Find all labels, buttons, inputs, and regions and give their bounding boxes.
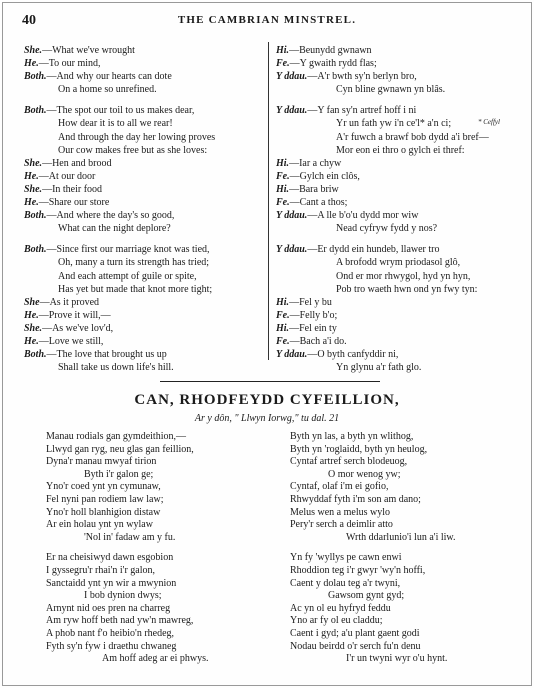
speaker-label: He. bbox=[24, 58, 39, 70]
speaker-label: Hi. bbox=[276, 157, 290, 169]
speaker-label: She. bbox=[24, 183, 43, 195]
english-duet-column bbox=[24, 44, 215, 374]
song-line: Cyntaf, olaf i'm ei gofio, bbox=[290, 481, 389, 493]
song-line: Pery'r serch a deimlir atto bbox=[290, 519, 393, 531]
verse-line bbox=[276, 270, 489, 283]
song-line: Ar ein holau ynt yn wylaw bbox=[46, 519, 153, 531]
verse-text: Oh, many a turn its strength has tried; bbox=[58, 257, 210, 269]
verse-line bbox=[276, 348, 489, 361]
verse-text: A'r fuwch a brawf bob dydd a'i bref— bbox=[336, 131, 489, 143]
speaker-label: He. bbox=[24, 170, 39, 182]
verse-text: —Felly b'o; bbox=[289, 309, 338, 321]
verse-text: —And why our hearts can dote bbox=[46, 71, 172, 83]
speaker-label: Y ddau. bbox=[276, 210, 308, 222]
verse-line bbox=[276, 361, 489, 374]
verse-text: —The love that brought us up bbox=[46, 349, 167, 361]
column-divider bbox=[268, 42, 269, 360]
song-line: I bob dynion dwys; bbox=[84, 590, 162, 602]
song-subtitle: Ar y dôn, " Llwyn Iorwg," tu dal. 21 bbox=[194, 413, 340, 424]
verse-line bbox=[276, 117, 489, 130]
verse-line bbox=[276, 256, 489, 269]
speaker-label: Hi. bbox=[276, 296, 290, 308]
song-line: 'Nol in' fadaw am y fu. bbox=[84, 531, 176, 543]
verse-text: Shall take us down life's hill. bbox=[58, 362, 174, 374]
song-line: Yno'r coed ynt yn cymunaw, bbox=[46, 481, 161, 493]
song-line: Caent i gyd; a'u plant gaent godi bbox=[290, 627, 420, 639]
verse-line bbox=[24, 335, 215, 348]
footnote-marker: * Ceffyl bbox=[478, 118, 500, 126]
running-header: THE CAMBRIAN MINSTREL. bbox=[177, 14, 357, 26]
verse-text: —To our mind, bbox=[38, 58, 101, 70]
stanza-gap bbox=[276, 235, 489, 243]
speaker-label: He. bbox=[24, 335, 39, 347]
verse-line bbox=[24, 183, 215, 196]
song-line: Yn fy 'wyllys pe cawn enwi bbox=[290, 552, 402, 564]
song-line: Arnynt nid oes pren na charreg bbox=[46, 602, 171, 614]
verse-line bbox=[24, 83, 215, 96]
speaker-label: She. bbox=[24, 45, 43, 56]
speaker-label: Both. bbox=[24, 349, 47, 361]
verse-line bbox=[24, 348, 215, 361]
verse-text: —Share our store bbox=[38, 197, 110, 209]
verse-text: —Since first our marriage knot was tied, bbox=[46, 244, 210, 256]
section-divider bbox=[160, 381, 380, 382]
verse-text: Mor eon ei thro o gylch ei thref: bbox=[336, 144, 465, 156]
speaker-label: She. bbox=[24, 157, 43, 169]
song-line: Am ryw hoff beth nad yw'n mawreg, bbox=[46, 615, 194, 627]
song-line: Llwyd gan ryg, neu glas gan feillion, bbox=[46, 443, 194, 455]
song-line: A phob nant f'o heibio'n rhedeg, bbox=[46, 627, 175, 639]
song-line: Wrth ddarlunio'i lun a'i liw. bbox=[346, 531, 456, 543]
verse-line bbox=[276, 296, 489, 309]
verse-line bbox=[24, 70, 215, 83]
song-line: Nodau beirdd o'r serch fu'n denu bbox=[290, 640, 421, 652]
speaker-label: Both. bbox=[24, 105, 47, 117]
verse-text: A brofodd wrym priodasol glô, bbox=[336, 257, 461, 269]
verse-line bbox=[24, 117, 215, 130]
verse-line bbox=[24, 44, 215, 57]
verse-text: —A'r bwth sy'n berlyn bro, bbox=[307, 71, 417, 83]
verse-line bbox=[276, 322, 489, 335]
song-line: Ac yn ol eu hyfryd feddu bbox=[290, 602, 391, 614]
verse-line bbox=[24, 196, 215, 209]
speaker-label: Both. bbox=[24, 71, 47, 83]
verse-text: —Er dydd ein hundeb, llawer tro bbox=[307, 244, 440, 256]
speaker-label: Fe. bbox=[276, 197, 290, 209]
speaker-label: Y ddau. bbox=[276, 349, 308, 361]
verse-line bbox=[24, 309, 215, 322]
verse-line bbox=[24, 157, 215, 170]
verse-line bbox=[276, 104, 489, 117]
speaker-label: Hi. bbox=[276, 322, 290, 334]
verse-text: —As we've lov'd, bbox=[42, 322, 114, 334]
song-line: Er na cheisiwyd dawn esgobion bbox=[46, 552, 174, 564]
verse-text: On a home so unrefined. bbox=[58, 84, 157, 96]
verse-text: —The spot our toil to us makes dear, bbox=[46, 105, 195, 117]
verse-text: —Prove it will,— bbox=[38, 309, 111, 321]
verse-line bbox=[276, 196, 489, 209]
song-line: Caent y dolau teg a'r twyni, bbox=[290, 577, 401, 589]
verse-line bbox=[276, 157, 489, 170]
song-line: Am hoff adeg ar ei phwys. bbox=[102, 653, 209, 665]
verse-text: —What we've wrought bbox=[42, 45, 135, 56]
verse-text: How dear it is to all we rear! bbox=[58, 118, 173, 130]
song-line: Yno'r holl blanhigion distaw bbox=[46, 506, 161, 518]
speaker-label: Y ddau. bbox=[276, 71, 308, 83]
speaker-label: Fe. bbox=[276, 335, 290, 347]
verse-text: Pob tro waeth hwn ond yn fwy tyn: bbox=[336, 283, 478, 295]
verse-line bbox=[276, 183, 489, 196]
song-right-column bbox=[290, 431, 455, 666]
song-line: Melus wen a melus wylo bbox=[290, 506, 390, 518]
song-line: Fel nyni pan rodiem law law; bbox=[46, 493, 164, 505]
song-line: I'r un twyni wyr o'u hynt. bbox=[346, 653, 448, 665]
song-line: Sanctaidd ynt yn wir a mwynion bbox=[46, 577, 177, 589]
verse-line bbox=[276, 309, 489, 322]
speaker-label: He. bbox=[24, 197, 39, 209]
song-line: Cyntaf artref serch blodeuog, bbox=[290, 456, 408, 468]
song-line: Manau rodials gan gymdeithion,— bbox=[46, 431, 186, 442]
song-line: Gawsom gynt gyd; bbox=[328, 590, 405, 602]
verse-text: —Love we still, bbox=[38, 335, 104, 347]
verse-text: And through the day her lowing proves bbox=[58, 131, 216, 143]
verse-line bbox=[276, 222, 489, 235]
verse-text: —Bach a'i do. bbox=[289, 335, 347, 347]
speaker-label: Y ddau. bbox=[276, 244, 308, 256]
verse-text: —In their food bbox=[42, 183, 103, 195]
speaker-label: She bbox=[24, 296, 40, 308]
welsh-duet-column bbox=[276, 44, 489, 374]
song-line: Rhwyddaf fyth i'm son am dano; bbox=[290, 493, 421, 505]
verse-line bbox=[276, 83, 489, 96]
verse-text: —Fel ein ty bbox=[289, 322, 337, 334]
song-line: Byth i'r galon ge; bbox=[84, 468, 154, 480]
speaker-label: Hi. bbox=[276, 45, 290, 56]
stanza-gap bbox=[290, 544, 455, 552]
verse-line bbox=[24, 144, 215, 157]
song-line: O mor wenog yw; bbox=[328, 468, 401, 480]
song-title: CAN, RHODFEYDD CYFEILLION, bbox=[134, 392, 400, 408]
verse-text: —And where the day's so good, bbox=[46, 210, 175, 222]
stanza-gap bbox=[24, 235, 215, 243]
verse-line bbox=[24, 243, 215, 256]
verse-line bbox=[276, 144, 489, 157]
verse-text: —Bara briw bbox=[289, 183, 339, 195]
speaker-label: Y ddau. bbox=[276, 105, 308, 117]
verse-text: —Cant a thos; bbox=[289, 197, 348, 209]
song-line: Yno ar fy ol eu claddu; bbox=[290, 615, 383, 627]
verse-line bbox=[24, 270, 215, 283]
speaker-label: Both. bbox=[24, 210, 47, 222]
song-line: Fyth sy'n fyw i draethu chwaneg bbox=[46, 640, 177, 652]
song-line: Rhoddion teg i'r gwyr 'wy'n hoffi, bbox=[290, 564, 426, 576]
stanza-gap bbox=[276, 96, 489, 104]
speaker-label: Fe. bbox=[276, 309, 290, 321]
verse-line bbox=[276, 209, 489, 222]
verse-line bbox=[24, 222, 215, 235]
verse-text: —Iar a chyw bbox=[289, 157, 342, 169]
page-number: 40 bbox=[22, 13, 36, 28]
verse-text: —At our door bbox=[38, 170, 96, 182]
verse-text: —Hen and brood bbox=[42, 157, 112, 169]
song-line: Byth yn las, a byth yn wlithog, bbox=[290, 431, 414, 442]
verse-text: Ond er mor rhwygol, hyd yn hyn, bbox=[336, 270, 471, 282]
verse-line bbox=[276, 57, 489, 70]
verse-line bbox=[276, 131, 489, 144]
verse-text: —A lle b'o'u dydd mor wiw bbox=[307, 210, 419, 222]
verse-line bbox=[24, 57, 215, 70]
verse-line bbox=[276, 170, 489, 183]
verse-text: Yr un fath yw i'n ce'l* a'n ci; bbox=[336, 118, 452, 130]
verse-line bbox=[24, 256, 215, 269]
verse-text: —Y fan sy'n artref hoff i ni bbox=[307, 105, 417, 117]
song-line: I gyssegru'r rhai'n i'r galon, bbox=[46, 564, 155, 576]
verse-text: —Y gwaith rydd flas; bbox=[289, 58, 377, 70]
song-line: Dyna'r manau mwyaf tirion bbox=[46, 456, 157, 468]
verse-text: And each attempt of guile or spite, bbox=[58, 270, 197, 282]
verse-line bbox=[276, 243, 489, 256]
speaker-label: Fe. bbox=[276, 170, 290, 182]
verse-line bbox=[276, 44, 489, 57]
verse-line bbox=[24, 104, 215, 117]
verse-text: —Fel y bu bbox=[289, 296, 332, 308]
verse-line bbox=[24, 131, 215, 144]
verse-text: Yn glynu a'r fath glo. bbox=[336, 362, 422, 374]
verse-line bbox=[24, 170, 215, 183]
verse-line bbox=[24, 361, 215, 374]
verse-line bbox=[276, 335, 489, 348]
verse-text: Our cow makes free but as she loves: bbox=[58, 144, 208, 156]
verse-line bbox=[24, 209, 215, 222]
speaker-label: He. bbox=[24, 309, 39, 321]
verse-line bbox=[24, 283, 215, 296]
verse-line bbox=[276, 70, 489, 83]
song-left-column bbox=[46, 431, 208, 666]
verse-text: —Beunydd gwnawn bbox=[289, 45, 372, 56]
verse-text: Has yet but made that knot more tight; bbox=[58, 283, 213, 295]
speaker-label: She. bbox=[24, 322, 43, 334]
verse-text: —O byth canfyddir ni, bbox=[307, 349, 399, 361]
stanza-gap bbox=[46, 544, 208, 552]
verse-text: —Gylch ein clôs, bbox=[289, 170, 360, 182]
speaker-label: Fe. bbox=[276, 58, 290, 70]
speaker-label: Both. bbox=[24, 244, 47, 256]
verse-text: What can the night deplore? bbox=[58, 223, 171, 235]
speaker-label: Hi. bbox=[276, 183, 290, 195]
verse-text: Cyn bline gwnawn yn blâs. bbox=[336, 84, 446, 96]
song-line: Byth yn 'roglaidd, byth yn heulog, bbox=[290, 443, 428, 455]
stanza-gap bbox=[24, 96, 215, 104]
verse-text: —As it proved bbox=[39, 296, 100, 308]
verse-text: Nead cyfryw fydd y nos? bbox=[336, 223, 438, 235]
verse-line bbox=[276, 283, 489, 296]
verse-line bbox=[24, 322, 215, 335]
verse-line bbox=[24, 296, 215, 309]
